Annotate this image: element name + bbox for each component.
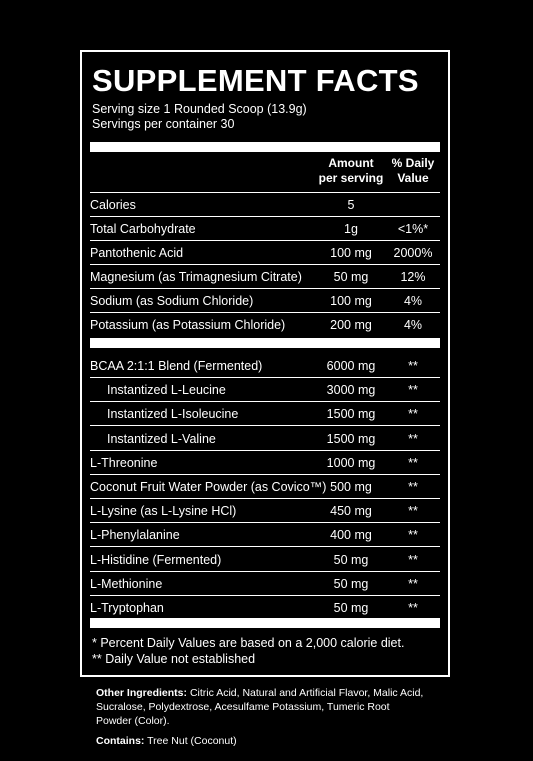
nutrient-amount: 5 bbox=[347, 198, 355, 212]
nutrient-daily-value: ** bbox=[408, 431, 418, 446]
nutrient-daily-value: ** bbox=[408, 455, 418, 470]
nutrient-daily-value: <1%* bbox=[397, 222, 429, 236]
other-ingredients-label: Other Ingredients: bbox=[96, 687, 188, 699]
nutrient-name: Instantized L-Leucine bbox=[107, 383, 226, 398]
nutrient-row bbox=[90, 548, 440, 572]
nutrient-row bbox=[90, 572, 440, 596]
contains-label: Contains: bbox=[96, 735, 145, 747]
nutrient-name: Total Carbohydrate bbox=[90, 222, 196, 236]
panel-title: SUPPLEMENT FACTS bbox=[92, 63, 419, 98]
serving-size: Serving size 1 Rounded Scoop (13.9g) bbox=[92, 102, 307, 116]
nutrient-amount: 200 mg bbox=[330, 318, 372, 332]
nutrient-amount: 50 mg bbox=[333, 576, 369, 591]
nutrient-name: L-Lysine (as L-Lysine HCl) bbox=[90, 504, 237, 519]
nutrient-name: L-Methionine bbox=[90, 576, 163, 591]
nutrient-daily-value: ** bbox=[408, 480, 418, 494]
nutrient-row bbox=[90, 378, 440, 402]
nutrient-amount: 500 mg bbox=[330, 480, 372, 494]
nutrient-daily-value: 2000% bbox=[393, 246, 433, 260]
nutrient-amount: 1000 mg bbox=[326, 455, 376, 470]
nutrient-daily-value: ** bbox=[408, 528, 418, 543]
other-ingredients-text: Citric Acid, Natural and Artificial Flavor, Malic Acid, Sucralose, Polydextrose, Acesulfame Potassium, Tumeric Root Powder (Color). bbox=[96, 687, 424, 727]
amount-header-line2: per serving bbox=[318, 171, 384, 185]
nutrient-amount: 400 mg bbox=[330, 528, 372, 543]
nutrient-amount: 450 mg bbox=[330, 504, 372, 519]
nutrient-daily-value: ** bbox=[408, 383, 418, 398]
nutrient-row bbox=[90, 523, 440, 547]
nutrient-row bbox=[90, 265, 440, 289]
thick-divider bbox=[90, 142, 440, 152]
nutrient-daily-value: ** bbox=[408, 359, 418, 373]
supplement-facts-panel bbox=[80, 50, 450, 677]
nutrient-amount: 1500 mg bbox=[326, 431, 376, 446]
footnote-not-established: ** Daily Value not established bbox=[92, 652, 256, 666]
nutrient-daily-value: 4% bbox=[403, 294, 423, 308]
nutrient-name: Instantized L-Valine bbox=[107, 431, 216, 446]
nutrient-row bbox=[90, 241, 440, 265]
nutrient-amount: 3000 mg bbox=[326, 383, 376, 398]
footnote-daily-values: * Percent Daily Values are based on a 2,000 calorie diet. bbox=[92, 636, 405, 650]
nutrient-row bbox=[90, 475, 440, 499]
nutrient-amount: 100 mg bbox=[330, 246, 372, 260]
nutrient-amount: 50 mg bbox=[333, 552, 369, 567]
nutrient-row bbox=[90, 217, 440, 241]
bottom-divider bbox=[90, 618, 440, 628]
nutrient-name: L-Histidine (Fermented) bbox=[90, 552, 222, 567]
nutrient-name: Magnesium (as Trimagnesium Citrate) bbox=[90, 270, 302, 284]
nutrient-amount: 100 mg bbox=[330, 294, 372, 308]
daily-value-header-line2: Value bbox=[397, 171, 429, 185]
nutrient-daily-value: ** bbox=[408, 576, 418, 591]
nutrient-amount: 1500 mg bbox=[326, 407, 376, 422]
nutrient-daily-value: 4% bbox=[403, 318, 423, 332]
nutrient-name: Sodium (as Sodium Chloride) bbox=[90, 294, 254, 308]
nutrient-name: Pantothenic Acid bbox=[90, 246, 184, 260]
nutrient-name: Calories bbox=[90, 198, 136, 212]
nutrient-row bbox=[90, 596, 440, 620]
nutrient-row bbox=[90, 499, 440, 523]
nutrient-name: L-Threonine bbox=[90, 455, 158, 470]
daily-value-header-line1: % Daily bbox=[391, 156, 435, 170]
nutrient-amount: 6000 mg bbox=[326, 359, 376, 373]
nutrient-row bbox=[90, 313, 440, 337]
group-divider bbox=[90, 338, 440, 348]
amount-header-line1: Amount bbox=[328, 156, 374, 170]
nutrient-row bbox=[90, 402, 440, 426]
nutrient-amount: 50 mg bbox=[333, 601, 369, 615]
nutrient-daily-value: ** bbox=[408, 552, 418, 567]
servings-per-container: Servings per container 30 bbox=[92, 117, 235, 131]
nutrient-name: Potassium (as Potassium Chloride) bbox=[90, 318, 286, 332]
nutrient-row bbox=[90, 193, 440, 217]
nutrient-row bbox=[90, 289, 440, 313]
nutrient-name: L-Phenylalanine bbox=[90, 528, 180, 543]
contains bbox=[96, 734, 426, 748]
nutrient-daily-value: ** bbox=[408, 504, 418, 519]
daily-value-header bbox=[386, 156, 440, 186]
nutrient-name: L-Tryptophan bbox=[90, 601, 164, 615]
nutrient-name: Coconut Fruit Water Powder (as Covico™) bbox=[90, 480, 327, 494]
contains-text: Tree Nut (Coconut) bbox=[147, 735, 237, 747]
nutrient-daily-value: 12% bbox=[400, 270, 426, 284]
amount-header bbox=[316, 156, 386, 186]
nutrient-daily-value: ** bbox=[408, 601, 418, 615]
nutrient-name: BCAA 2:1:1 Blend (Fermented) bbox=[90, 359, 263, 373]
nutrient-name: Instantized L-Isoleucine bbox=[107, 407, 239, 422]
nutrient-row bbox=[90, 451, 440, 475]
nutrient-row bbox=[90, 354, 440, 378]
other-ingredients bbox=[96, 686, 426, 728]
nutrient-amount: 1g bbox=[344, 222, 358, 236]
nutrient-amount: 50 mg bbox=[333, 270, 369, 284]
nutrient-row bbox=[90, 427, 440, 451]
nutrient-daily-value: ** bbox=[408, 407, 418, 422]
